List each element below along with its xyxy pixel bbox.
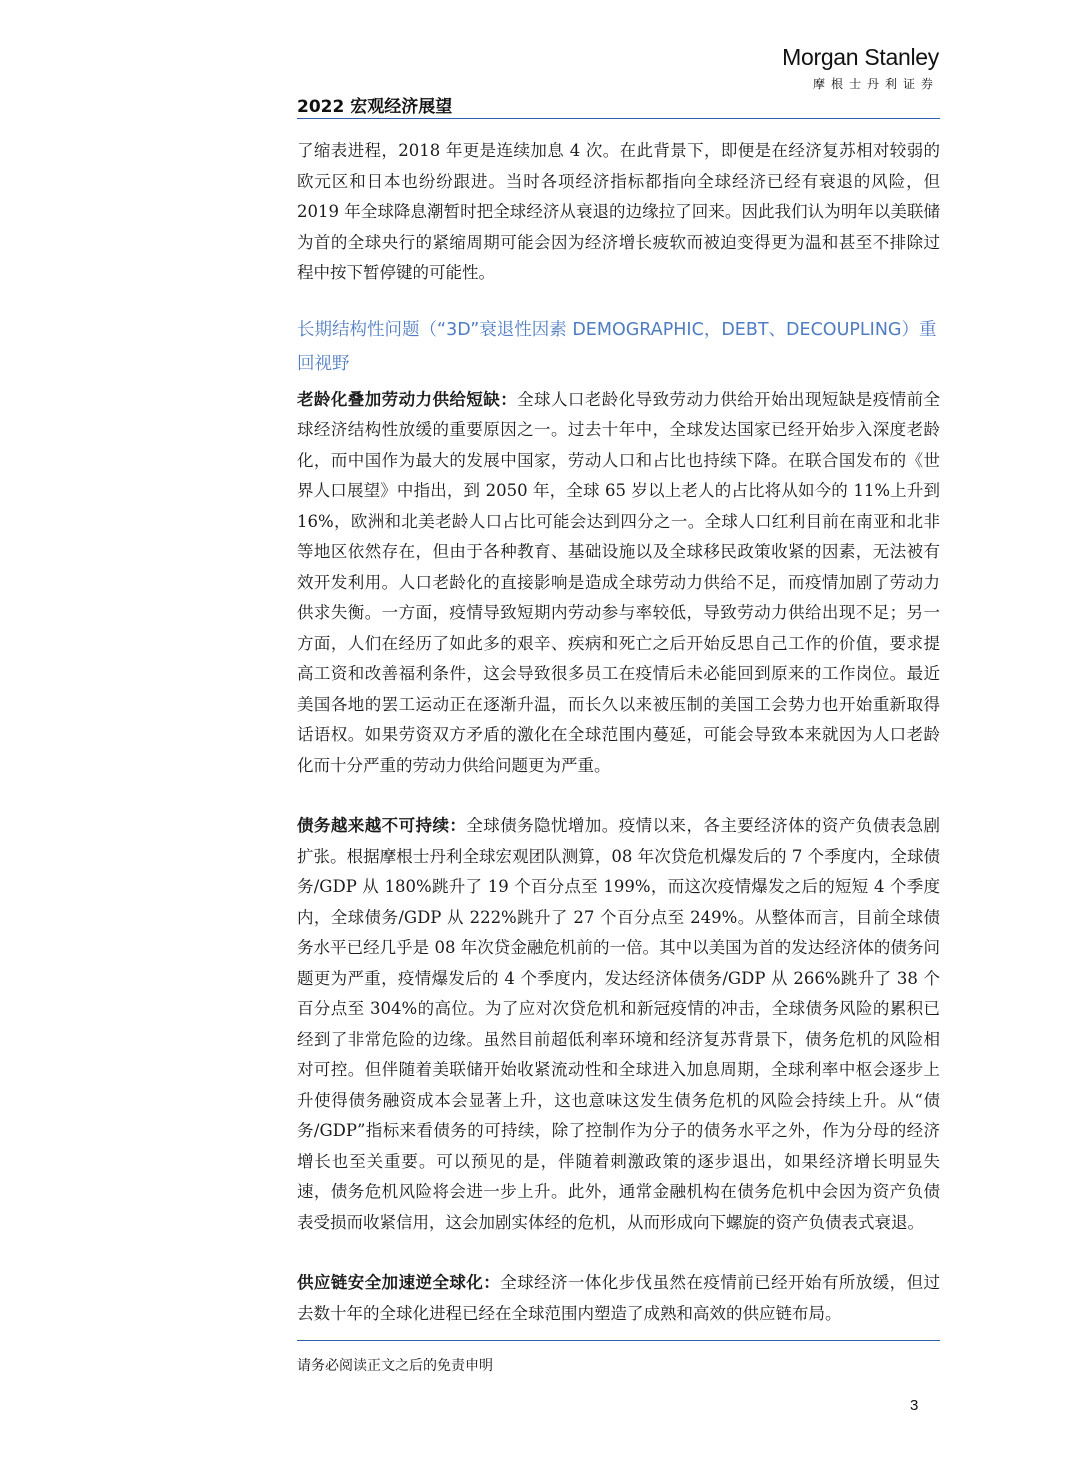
brand-logo	[782, 44, 939, 92]
paragraph-supply-chain-lead: 供应链安全加速逆全球化：	[297, 1273, 501, 1292]
paragraph-aging-lead: 老龄化叠加劳动力供给短缺：	[297, 389, 518, 409]
header-divider	[297, 118, 940, 119]
paragraph-debt	[297, 811, 940, 1238]
page-number: 3	[910, 1397, 919, 1414]
page-body	[297, 136, 940, 1329]
paragraph-aging	[297, 385, 940, 782]
intro-paragraph: 了缩表进程，2018 年更是连续加息 4 次。在此背景下，即便是在经济复苏相对较弱的欧元区和日本也纷纷跟进。当时各项经济指标都指向全球经济已经有衰退的风险，但 2019 年全球降息潮暂时把全球经济从衰退的边缘拉了回来。因此我们认为明年以美联储为首的全球央行的紧缩周期可能会因为经济增长疲软而被迫变得更为温和甚至不排除过程中按下暂停键的可能性。	[297, 141, 940, 282]
report-title: 2022 宏观经济展望	[297, 97, 453, 117]
footer-divider	[297, 1340, 940, 1341]
brand-chinese-name: 摩根士丹利证券	[812, 77, 939, 91]
paragraph-debt-text: 全球债务隐忧增加。疫情以来，各主要经济体的资产负债表急剧扩张。根据摩根士丹利全球宏观团队测算，08 年次贷危机爆发后的 7 个季度内，全球债务/GDP 从 180%跳升了 19 个百分点至 199%，而这次疫情爆发之后的短短 4 个季度内，全球债务/GDP 从 222%跳升了 27 个百分点至 249%。从整体而言，目前全球债务水平已经几乎是 08 年次贷金融危机前的一倍。其中以美国为首的发达经济体的债务问题更为严重，疫情爆发后的 4 个季度内，发达经济体债务/GDP 从 266%跳升了 38 个百分点至 304%的高位。为了应对次贷危机和新冠疫情的冲击，全球债务风险的累积已经到了非常危险的边缘。虽然目前超低利率环境和经济复苏背景下，债务危机的风险相对可控。但伴随着美联储开始收紧流动性和全球进入加息周期，全球利率中枢会逐步上升使得债务融资成本会显著上升，这也意味这发生债务危机的风险会持续上升。从“债务/GDP”指标来看债务的可持续，除了控制作为分子的债务水平之外，作为分母的经济增长也至关重要。可以预见的是，伴随着刺激政策的逐步退出，如果经济增长明显失速，债务危机风险将会进一步上升。此外，通常金融机构在债务危机中会因为资产负债表受损而收紧信用，这会加剧实体经的危机，从而形成向下螺旋的资产负债表式衰退。	[297, 816, 941, 1232]
paragraph-debt-lead: 债务越来越不可持续：	[297, 816, 467, 835]
disclaimer-note: 请务必阅读正文之后的免责申明	[297, 1358, 493, 1374]
paragraph-supply-chain-text: 全球经济一体化步伐虽然在疫情前已经开始有所放缓，但过去数十年的全球化进程已经在全球范围内塑造了成熟和高效的供应链布局。	[297, 1273, 941, 1323]
brand-name: Morgan Stanley	[782, 44, 939, 70]
paragraph-aging-text: 全球人口老龄化导致劳动力供给开始出现短缺是疫情前全球经济结构性放缓的重要原因之一。过去十年中，全球发达国家已经开始步入深度老龄化，而中国作为最大的发展中国家，劳动人口和占比也持续下降。在联合国发布的《世界人口展望》中指出，到 2050 年，全球 65 岁以上老人的占比将从如今的 11%上升到 16%，欧洲和北美老龄人口占比可能会达到四分之一。全球人口红利目前在南亚和北非等地区依然存在，但由于各种教育、基础设施以及全球移民政策收紧的因素，无法被有效开发利用。人口老龄化的直接影响是造成全球劳动力供给不足，而疫情加剧了劳动力供求失衡。一方面，疫情导致短期内劳动参与率较低，导致劳动力供给出现不足；另一方面，人们在经历了如此多的艰辛、疾病和死亡之后开始反思自己工作的价值，要求提高工资和改善福利条件，这会导致很多员工在疫情后未必能回到原来的工作岗位。最近美国各地的罢工运动正在逐渐升温，而长久以来被压制的美国工会势力也开始重新取得话语权。如果劳资双方矛盾的激化在全球范围内蔓延，可能会导致本来就因为人口老龄化而十分严重的劳动力供给问题更为严重。	[297, 389, 941, 775]
section-title: 长期结构性问题（“3D”衰退性因素 DEMOGRAPHIC，DEBT、DECOUPLING）重回视野	[297, 319, 937, 374]
paragraph-supply-chain	[297, 1268, 940, 1329]
